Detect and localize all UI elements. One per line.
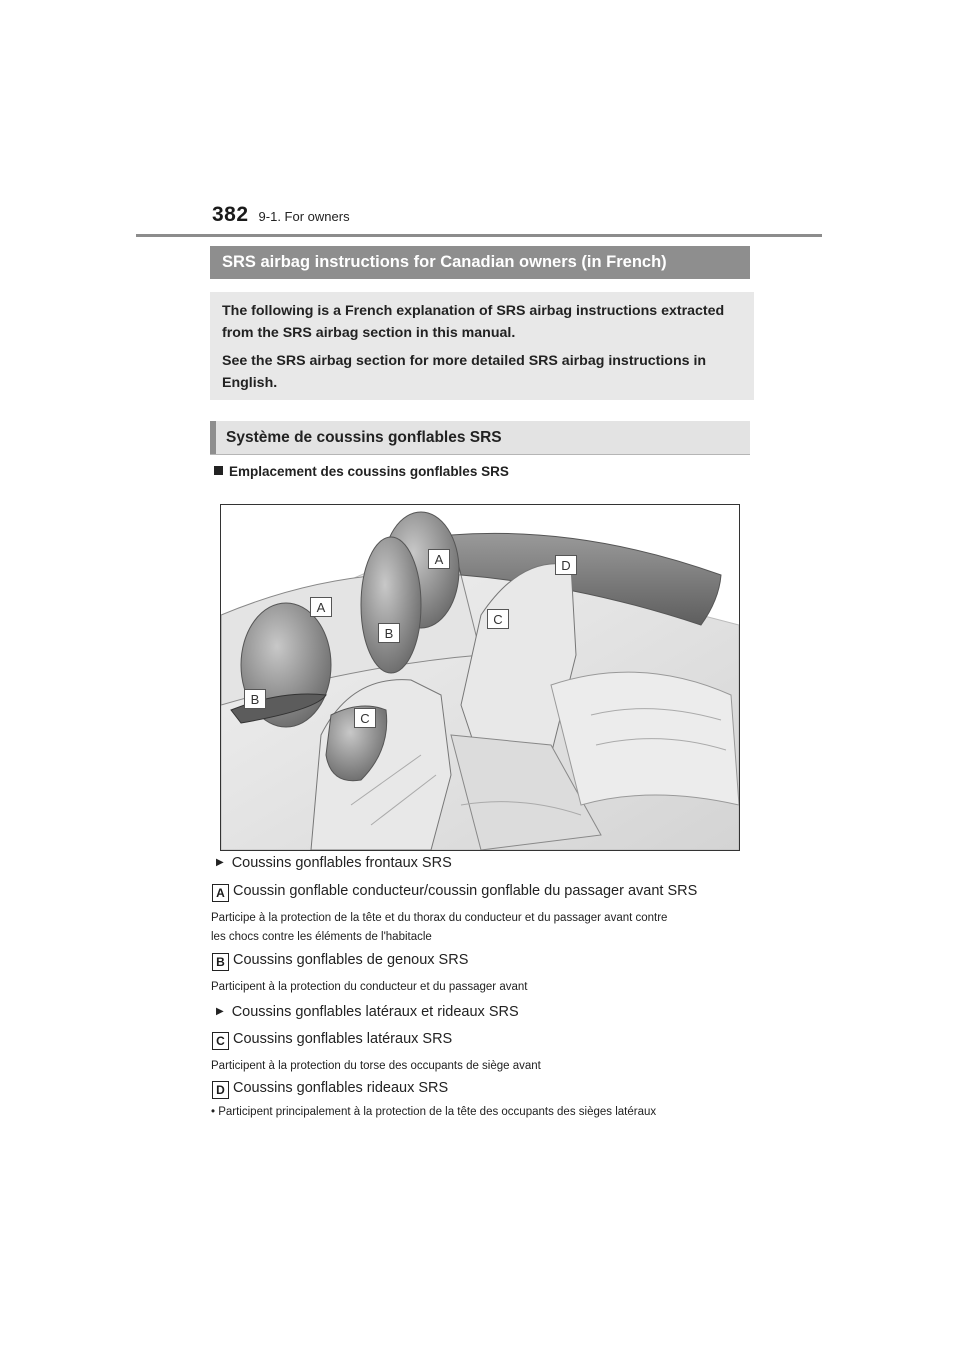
item-b-description: Participent à la protection du conducteur et du passager avant bbox=[211, 981, 528, 993]
bullet-side-curtain-airbags: ▶ Coussins gonflables latéraux et rideaux SRS bbox=[216, 1004, 519, 1020]
square-bullet-icon bbox=[214, 466, 223, 475]
info-paragraph-1: The following is a French explanation of SRS airbag instructions extracted from the SRS airbag section in this manual. bbox=[222, 303, 725, 341]
item-d-description: • Participent principalement à la protection de la tête des occupants des sièges latéraux bbox=[211, 1106, 657, 1118]
page-number: 382 bbox=[212, 203, 249, 226]
figure-label-b-passenger: B bbox=[378, 623, 400, 643]
subsection-underline bbox=[210, 454, 750, 455]
section-reference: 9-1. For owners bbox=[258, 209, 350, 224]
figure-label-d: D bbox=[555, 555, 577, 575]
figure-label-b-driver: B bbox=[244, 689, 266, 709]
item-badge-a: A bbox=[212, 884, 229, 902]
figure-label-a-passenger: A bbox=[428, 549, 450, 569]
subsection-title-bar: Système de coussins gonflables SRS bbox=[210, 421, 750, 454]
figure-label-c-driver: C bbox=[354, 708, 376, 728]
item-a-title: Coussin gonflable conducteur/coussin gonflable du passager avant SRS bbox=[233, 883, 698, 899]
item-badge-c: C bbox=[212, 1032, 229, 1050]
figure-label-a-driver: A bbox=[310, 597, 332, 617]
info-box bbox=[210, 292, 754, 400]
item-a-description: Participe à la protection de la tête et du thorax du conducteur et du passager avant contre les chocs contre les éléments de l'habitacle bbox=[211, 912, 668, 943]
item-badge-b: B bbox=[212, 953, 229, 971]
info-paragraph-2: See the SRS airbag section for more detailed SRS airbag instructions in English. bbox=[222, 353, 707, 391]
section-title-bar: SRS airbag instructions for Canadian owners (in French) bbox=[210, 246, 750, 279]
airbag-location-figure bbox=[220, 504, 740, 851]
location-heading: Emplacement des coussins gonflables SRS bbox=[214, 464, 509, 479]
triangle-bullet-icon: ▶ bbox=[216, 1006, 224, 1017]
triangle-bullet-icon: ▶ bbox=[216, 857, 224, 868]
bullet-front-airbags: ▶ Coussins gonflables frontaux SRS bbox=[216, 855, 452, 871]
figure-label-c-passenger: C bbox=[487, 609, 509, 629]
item-c-description: Participent à la protection du torse des occupants de siège avant bbox=[211, 1060, 541, 1072]
item-b-title: Coussins gonflables de genoux SRS bbox=[233, 952, 469, 968]
header-rule bbox=[136, 234, 822, 237]
item-badge-d: D bbox=[212, 1081, 229, 1099]
item-c-title: Coussins gonflables latéraux SRS bbox=[233, 1031, 453, 1047]
page-header bbox=[212, 203, 350, 227]
car-interior-illustration bbox=[221, 505, 739, 850]
item-d-title: Coussins gonflables rideaux SRS bbox=[233, 1080, 449, 1096]
